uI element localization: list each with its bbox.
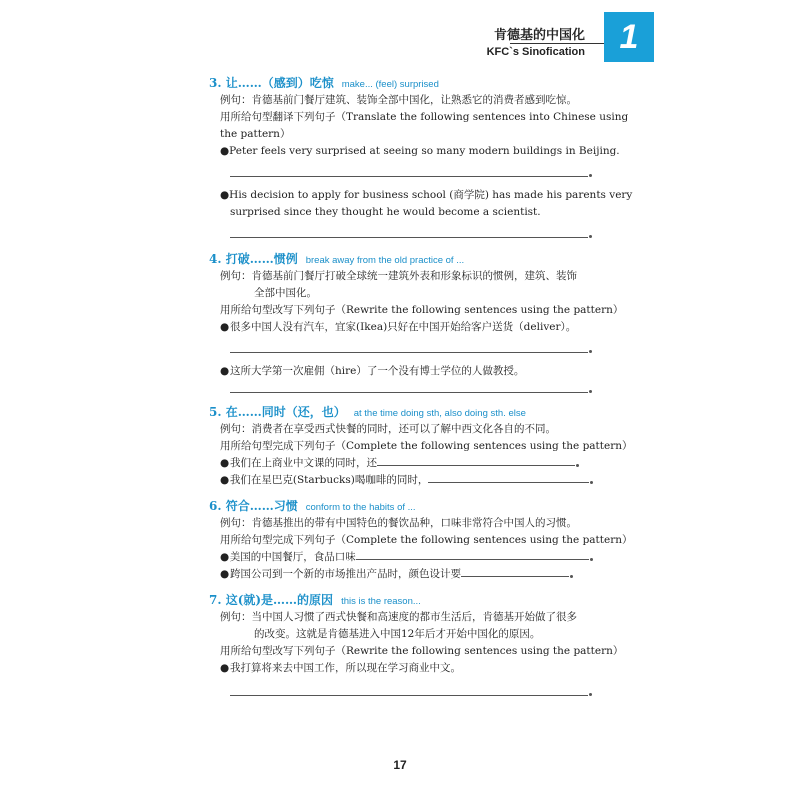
example-sentence-continued: 全部中国化。: [254, 287, 317, 299]
exercise-item: [209, 660, 589, 677]
header-title-en: KFC`s Sinofication: [486, 46, 585, 58]
exercise-prompt: 跨国公司到一个新的市场推出产品时，颜色设计要: [230, 568, 461, 580]
page-number: 17: [393, 758, 407, 772]
section-title-en: break away from the old practice of ...: [305, 255, 465, 266]
section-title-cn: 3. 让……（感到）吃惊: [209, 76, 334, 90]
instruction-text: the pattern）: [220, 128, 291, 140]
section-title-cn: 7. 这(就)是……的原因: [209, 593, 334, 607]
answer-line[interactable]: [230, 237, 588, 238]
exercise-item: [209, 143, 620, 160]
instruction-text: 用所给句型完成下列句子（Complete the following sentences using the pattern）: [220, 440, 633, 452]
section-title-cn: 5. 在……同时（还，也）: [209, 405, 346, 419]
exercise-prompt: 这所大学第一次雇佣（hire）了一个没有博士学位的人做教授。: [230, 365, 525, 377]
answer-blank[interactable]: [428, 472, 589, 483]
section-title: [209, 250, 589, 268]
exercise-prompt: His decision to apply for business school (商学院) has made his parents very: [229, 189, 633, 201]
exercise-prompt: 美国的中国餐厅，食品口味: [229, 551, 356, 563]
bullet-icon: ●: [220, 662, 230, 674]
exercise-item: [209, 455, 589, 472]
exercise-item: [209, 472, 589, 489]
section-title: [209, 403, 589, 421]
header-divider: [510, 43, 608, 44]
chapter-tab: 1: [604, 12, 654, 62]
bullet-icon: ●: [220, 145, 230, 157]
instruction-text: 用所给句型翻译下列句子（Translate the following sentences into Chinese using: [220, 111, 629, 123]
answer-line[interactable]: [230, 176, 588, 177]
section-title: [209, 591, 589, 609]
exercise-prompt: Peter feels very surprised at seeing so many modern buildings in Beijing.: [229, 145, 620, 157]
section-title-en: conform to the habits of ...: [305, 502, 416, 513]
example-sentence: 例句：肯德基前门餐厅建筑、装饰全部中国化，让熟悉它的消费者感到吃惊。: [220, 94, 577, 106]
exercise-prompt: 我打算将来去中国工作，所以现在学习商业中文。: [230, 662, 461, 674]
exercise-item: [209, 549, 589, 566]
section-title-en: this is the reason...: [341, 596, 421, 607]
answer-line[interactable]: [230, 695, 588, 696]
exercise-prompt-continued: surprised since they thought he would become a scientist.: [230, 206, 541, 218]
instruction-text: 用所给句型改写下列句子（Rewrite the following sentences using the pattern）: [220, 645, 624, 657]
answer-blank[interactable]: [356, 549, 589, 560]
bullet-icon: ●: [220, 474, 230, 486]
example-sentence: 例句：当中国人习惯了西式快餐和高速度的都市生活后，肯德基开始做了很多: [220, 611, 577, 623]
bullet-icon: ●: [220, 189, 230, 201]
bullet-icon: ●: [220, 365, 230, 377]
example-sentence: 例句：消费者在享受西式快餐的同时，还可以了解中西文化各自的不同。: [220, 423, 556, 435]
exercise-prompt: 很多中国人没有汽车，宜家(Ikea)只好在中国开始给客户送货（deliver）。: [230, 321, 577, 333]
exercise-item: [209, 319, 589, 336]
exercise-item: [209, 363, 589, 380]
exercise-content: [209, 72, 633, 696]
example-sentence: 例句：肯德基推出的带有中国特色的餐饮品种，口味非常符合中国人的习惯。: [220, 517, 577, 529]
example-sentence: 例句：肯德基前门餐厅打破全球统一建筑外表和形象标识的惯例，建筑、装饰: [220, 270, 577, 282]
exercise-prompt: 我们在星巴克(Starbucks)喝咖啡的同时，: [229, 474, 429, 486]
example-sentence-continued: 的改变。这就是肯德基进入中国12年后才开始中国化的原因。: [254, 628, 541, 640]
answer-line[interactable]: [230, 392, 588, 393]
answer-line[interactable]: [230, 352, 588, 353]
section-title-cn: 4. 打破……惯例: [209, 252, 298, 266]
bullet-icon: ●: [220, 321, 230, 333]
header-title-cn: 肯德基的中国化: [493, 28, 585, 43]
section-title: [209, 497, 589, 515]
instruction-text: 用所给句型完成下列句子（Complete the following sentences using the pattern）: [220, 534, 633, 546]
instruction-text: 用所给句型改写下列句子（Rewrite the following sentences using the pattern）: [220, 304, 624, 316]
section-title: [209, 74, 589, 92]
bullet-icon: ●: [220, 568, 230, 580]
section-title-cn: 6. 符合……习惯: [209, 499, 298, 513]
answer-blank[interactable]: [461, 566, 569, 577]
bullet-icon: ●: [220, 457, 230, 469]
bullet-icon: ●: [220, 551, 230, 563]
exercise-prompt: 我们在上商业中文课的同时，还: [230, 457, 377, 469]
answer-blank[interactable]: [377, 455, 575, 466]
section-title-en: at the time doing sth, also doing sth. else: [353, 408, 526, 419]
exercise-item: [209, 566, 589, 583]
exercise-item: [209, 187, 633, 204]
section-title-en: make... (feel) surprised: [341, 79, 439, 90]
